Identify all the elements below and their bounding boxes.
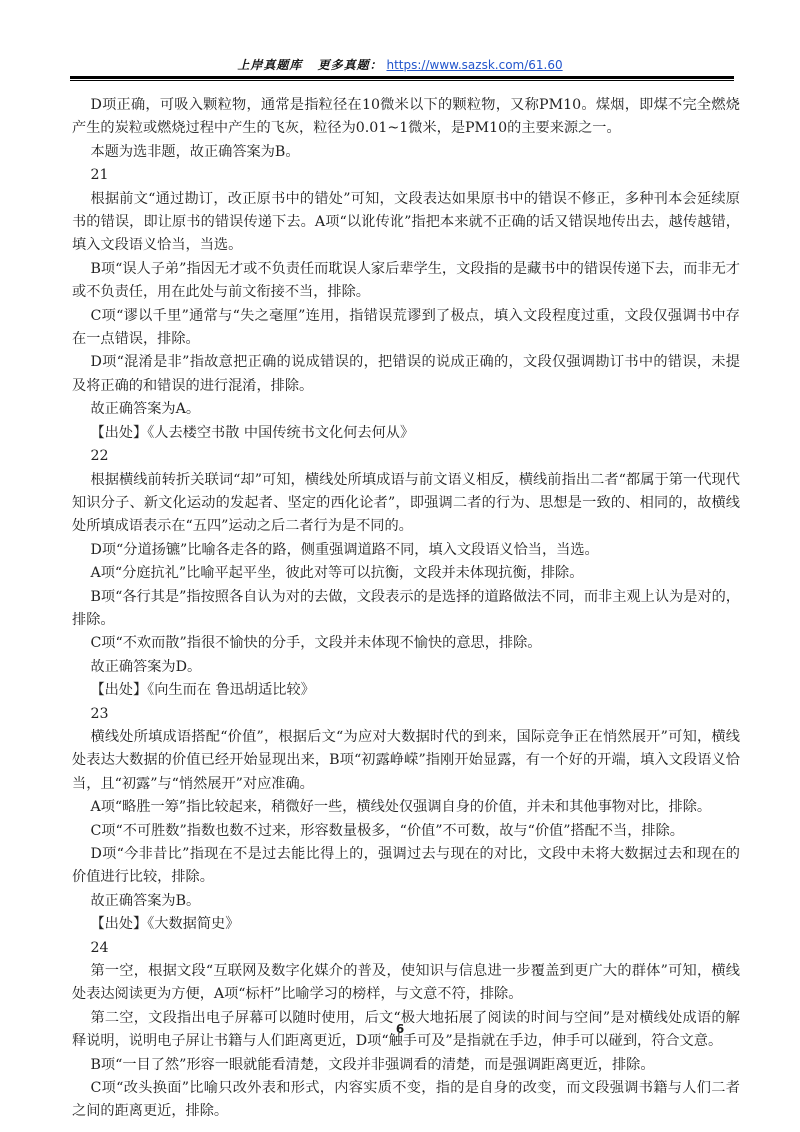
paragraph: 第二空，文段指出电子屏幕可以随时使用，后文“极大地拓展了阅读的时间与空间”是对横线处成语的解释说明，说明电子屏让书籍与人们距离更近，D项“触手可及”是指就在手边，伸手可以碰到，符合文意。 [72,1009,740,1050]
paragraph: C项“不欢而散”指很不愉快的分手，文段并未体现不愉快的意思，排除。 [90,635,542,652]
header-url-link[interactable]: https://www.sazsk.com/61.60 [386,58,563,72]
question-number: 23 [90,705,109,722]
paragraph: D项正确，可吸入颗粒物，通常是指粒径在10微米以下的颗粒物，又称PM10。煤烟，即煤不完全燃烧产生的炭粒或燃烧过程中产生的飞灰，粒径为0.01~1微米，是PM10的主要来源之一。 [72,97,740,137]
source-line: 【出处】《大数据简史》 [90,916,240,933]
paragraph: 第一空，根据文段“互联网及数字化媒介的普及，使知识与信息进一步覆盖到更广大的群体”可知，横线处表达阅读更为方便，A项“标杆”比喻学习的榜样，与文意不符，排除。 [72,963,740,1003]
paragraph: B项“一目了然”形容一眼就能看清楚，文段并非强调看的清楚，而是强调距离更近，排除。 [90,1056,655,1073]
page-header [0,56,800,73]
page-number: 6 [395,1022,405,1036]
answer-line: 故正确答案为A。 [90,401,201,418]
header-brand: 上岸真题库 [237,58,303,72]
answer-line: 故正确答案为D。 [90,658,202,675]
header-more-label: 更多真题： [317,58,383,72]
paragraph: A项“分庭抗礼”比喻平起平坐，彼此对等可以抗衡，文段并未体现抗衡，排除。 [90,565,584,582]
header-rule [70,76,734,81]
paragraph: 横线处所填成语搭配“价值”，根据后文“为应对大数据时代的到来，国际竞争正在悄然展开”可知，横线处表达大数据的价值已经开始显现出来，B项“初露峥嵘”指刚开始显露，有一个好的开端，填入文段语义恰当，且“初露”与“悄然展开”对应准确。 [72,728,740,792]
paragraph: C项“不可胜数”指数也数不过来，形容数量极多，“价值”不可数，故与“价值”搭配不当，排除。 [90,822,684,839]
paragraph: D项“今非昔比”指现在不是过去能比得上的，强调过去与现在的对比，文段中未将大数据过去和现在的价值进行比较，排除。 [72,846,740,886]
paragraph: 根据前文“通过勘订，改正原书中的错处”可知，文段表达如果原书中的错误不修正，多种刊本会延续原书的错误，即让原书的错误传递下去。A项“以讹传讹”指把本来就不正确的话又错误地传出去，越传越错，填入文段语义恰当，当选。 [72,190,740,254]
paragraph: D项“混淆是非”指故意把正确的说成错误的，把错误的说成正确的，文段仅强调勘订书中的错误，未提及将正确的和错误的进行混淆，排除。 [72,354,740,394]
answer-line: 故正确答案为B。 [90,892,201,909]
paragraph: 本题为选非题，故正确答案为B。 [90,143,300,160]
paragraph: C项“改头换面”比喻只改外表和形式，内容实质不变，指的是自身的改变，而文段强调书籍与人们二者之间的距离更近，排除。 [72,1080,740,1120]
source-line: 【出处】《人去楼空书散 中国传统书文化何去何从》 [90,424,415,441]
paragraph: 根据横线前转折关联词“却”可知，横线处所填成语与前文语义相反，横线前指出二者“都属于第一代现代知识分子、新文化运动的发起者、坚定的西化论者”，即强调二者的行为、思想是一致的、相同的，故横线处所填成语表示在“五四”运动之后二者行为是不同的。 [72,471,740,535]
document-body [72,94,740,1124]
paragraph: D项“分道扬镳”比喻各走各的路，侧重强调道路不同，填入文段语义恰当，当选。 [90,541,599,558]
question-number: 22 [90,448,109,465]
question-number: 24 [90,939,109,956]
paragraph: A项“略胜一筹”指比较起来，稍微好一些，横线处仅强调自身的价值，并未和其他事物对比，排除。 [90,799,712,816]
paragraph: B项“各行其是”指按照各自认为对的去做，文段表示的是选择的道路做法不同，而非主观上认为是对的，排除。 [72,588,740,628]
paragraph: C项“谬以千里”通常与“失之毫厘”连用，指错误荒谬到了极点，填入文段程度过重，文段仅强调书中存在一点错误，排除。 [72,307,740,348]
source-line: 【出处】《向生而在 鲁迅胡适比较》 [90,682,315,699]
paragraph: B项“误人子弟”指因无才或不负责任而耽误人家后辈学生，文段指的是藏书中的错误传递下去，而非无才或不负责任，用在此处与前文衔接不当，排除。 [72,260,740,301]
question-number: 21 [90,167,109,184]
